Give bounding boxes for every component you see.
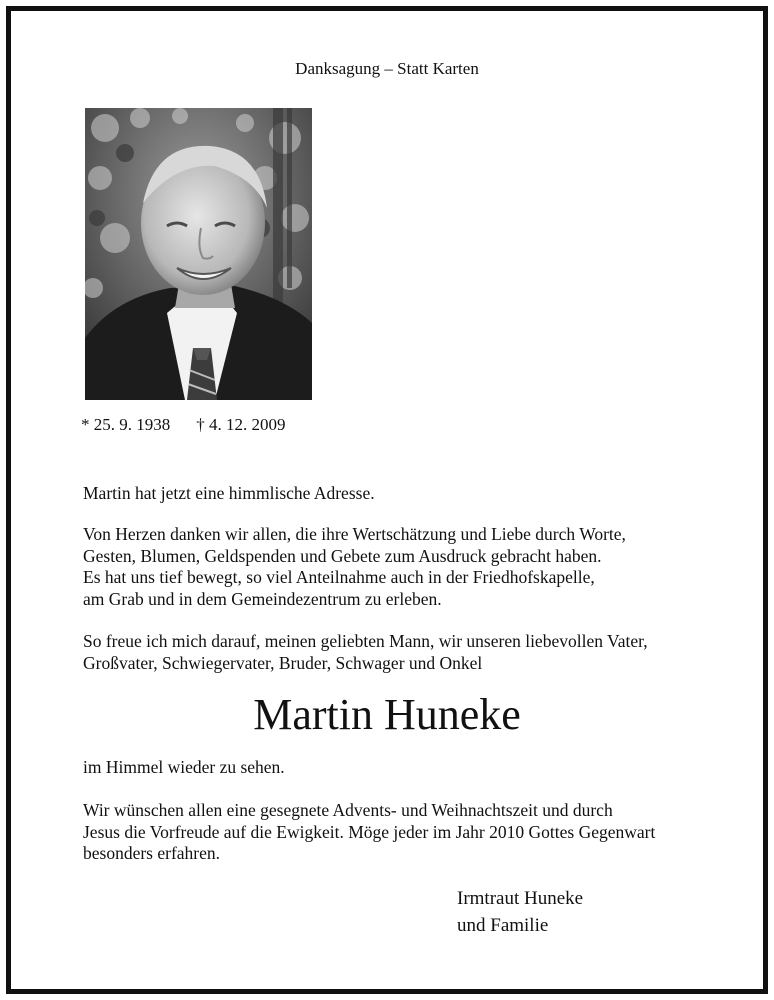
birth-date: * 25. 9. 1938 [81,415,171,434]
portrait-photo [85,108,312,400]
life-dates [81,415,286,435]
rejoice-line: So freue ich mich darauf, meinen geliebten Mann, wir unseren liebevollen Vater, [83,631,648,651]
heaven-paragraph [83,757,285,779]
wishes-line: Jesus die Vorfreude auf die Ewigkeit. Möge jeder im Jahr 2010 Gottes Gegenwart [83,821,656,842]
notice-frame [6,6,768,994]
wishes-line: besonders erfahren. [83,843,221,863]
thanks-line: Gesten, Blumen, Geldspenden und Gebete zum Ausdruck gebracht haben. [83,545,602,566]
wishes-line: Wir wünschen allen eine gesegnete Advents- und Weihnachtszeit und durch [83,800,613,820]
signature-family: und Familie [457,915,549,936]
signature [457,885,583,939]
thanks-line: Von Herzen danken wir allen, die ihre Wertschätzung und Liebe durch Worte, [83,524,626,544]
deceased-name: Martin Huneke [253,690,521,739]
intro-paragraph [83,483,375,505]
death-date: † 4. 12. 2009 [196,415,286,434]
thanks-paragraph [83,524,626,610]
notice-heading: Danksagung – Statt Karten [295,59,479,78]
intro-line: Martin hat jetzt eine himmlische Adresse. [83,483,375,503]
thanks-line: Es hat uns tief bewegt, so viel Anteilnahme auch in der Friedhofskapelle, [83,567,595,587]
rejoice-paragraph [83,631,648,674]
heaven-line: im Himmel wieder zu sehen. [83,757,285,777]
signature-name: Irmtraut Huneke [457,888,584,909]
portrait-photo-icon [85,108,312,400]
rejoice-line: Großvater, Schwiegervater, Bruder, Schwager und Onkel [83,652,483,673]
thanks-line: am Grab und in dem Gemeindezentrum zu erleben. [83,588,442,609]
wishes-paragraph [83,800,655,865]
